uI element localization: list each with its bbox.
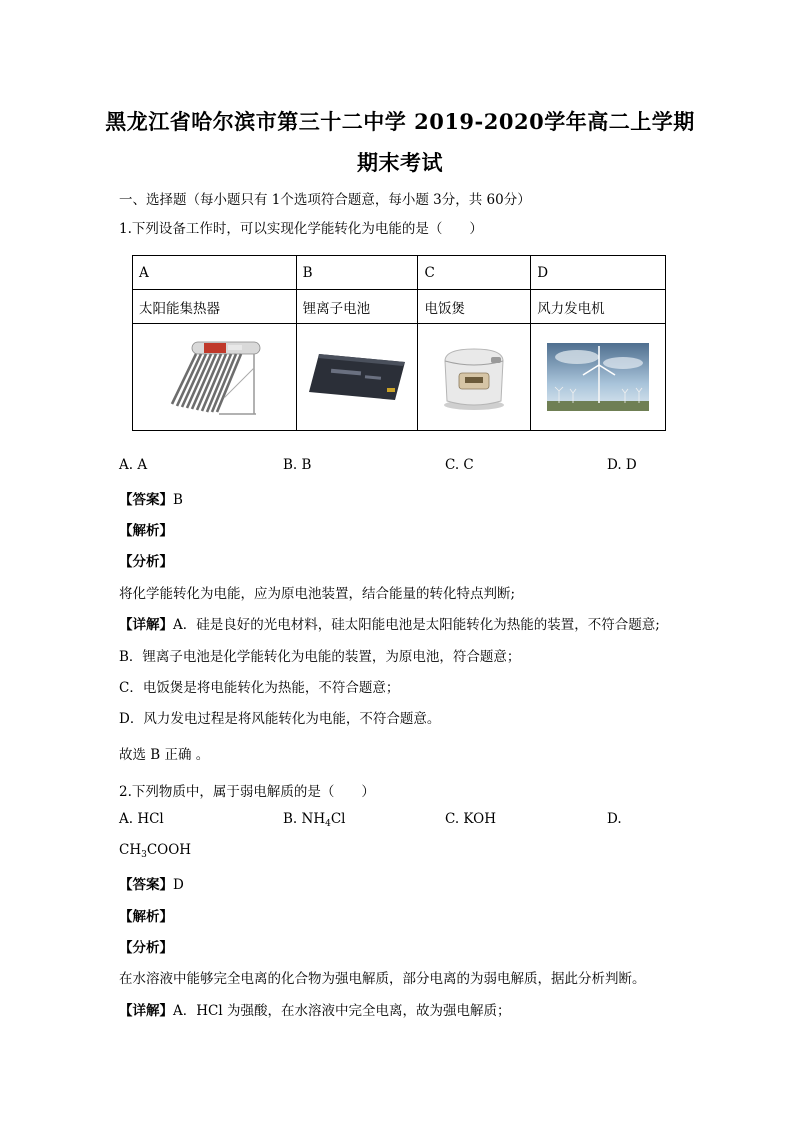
table-cell-letter: B: [296, 256, 418, 290]
lithium-battery-image: [305, 350, 409, 404]
section-heading: 一、选择题（每小题只有 1个选项符合题意，每小题 3分，共 60分）: [119, 192, 531, 208]
q1-stem: 1.下列设备工作时，可以实现化学能转化为电能的是（ ）: [119, 221, 483, 237]
q1-analysis: 将化学能转化为电能，应为原电池装置，结合能量的转化特点判断;: [119, 586, 516, 602]
q2-option-b-subscript: 4: [325, 819, 331, 829]
table-cell-name: 电饭煲: [418, 290, 531, 324]
q2-answer: 【答案】D: [119, 877, 184, 893]
q2-detail-a: 【详解】A．HCl 为强酸，在水溶液中完全电离，故为强电解质；: [119, 1003, 511, 1019]
q2-option-d-formula: [119, 842, 191, 860]
q1-option-c: C. C: [445, 457, 474, 473]
q2-option-b: [283, 811, 345, 829]
q1-option-d: D. D: [607, 457, 637, 473]
q1-detail-d: D．风力发电过程是将风能转化为电能，不符合题意。: [119, 711, 441, 727]
table-row: [133, 256, 666, 290]
q2-jiexi-label: 【解析】: [119, 909, 173, 925]
q2-option-b-prefix: B. NH: [283, 811, 326, 827]
solar-water-heater-image: [164, 338, 264, 416]
q1-option-a: A. A: [119, 457, 148, 473]
document-title-line2: 期末考试: [357, 150, 443, 175]
q2-fenxi-label: 【分析】: [119, 940, 173, 956]
q2-stem: 2.下列物质中，属于弱电解质的是（ ）: [119, 784, 375, 800]
q2-option-d: D.: [607, 811, 622, 827]
q1-answer: 【答案】B: [119, 492, 183, 508]
q2-option-d-suffix: COOH: [146, 842, 192, 858]
q1-jiexi-label: 【解析】: [119, 523, 173, 539]
table-cell-letter: A: [133, 256, 297, 290]
q2-option-d-prefix: CH: [119, 842, 142, 858]
q1-detail-c: C．电饭煲是将电能转化为热能，不符合题意；: [119, 680, 400, 696]
q1-options-table: [132, 255, 666, 431]
table-cell-letter: C: [418, 256, 531, 290]
table-cell-letter: D: [531, 256, 666, 290]
q1-detail-a: 【详解】A．硅是良好的光电材料，硅太阳能电池是太阳能转化为热能的装置，不符合题意;: [119, 617, 660, 633]
table-row: [133, 290, 666, 324]
table-cell-name: 风力发电机: [531, 290, 666, 324]
wind-turbine-image: [547, 343, 649, 411]
q2-option-b-suffix: Cl: [330, 811, 346, 827]
q2-analysis: 在水溶液中能够完全电离的化合物为强电解质，部分电离的为弱电解质，据此分析判断。: [119, 971, 646, 987]
rice-cooker-image: [437, 341, 511, 413]
table-cell-name: 太阳能集热器: [133, 290, 297, 324]
table-cell-name: 锂离子电池: [296, 290, 418, 324]
q1-detail-b: B．锂离子电池是化学能转化为电能的装置，为原电池，符合题意；: [119, 649, 521, 665]
q2-option-c: C. KOH: [445, 811, 496, 827]
q1-option-b: B. B: [283, 457, 312, 473]
q2-option-a: A. HCl: [119, 811, 164, 827]
document-title-line1: 黑龙江省哈尔滨市第三十二中学 2019-2020学年高二上学期: [105, 109, 695, 134]
q1-fenxi-label: 【分析】: [119, 554, 173, 570]
q2-option-d-subscript: 3: [141, 850, 147, 860]
q1-conclusion: 故选 B 正确 。: [119, 747, 210, 763]
table-row: [133, 324, 666, 431]
